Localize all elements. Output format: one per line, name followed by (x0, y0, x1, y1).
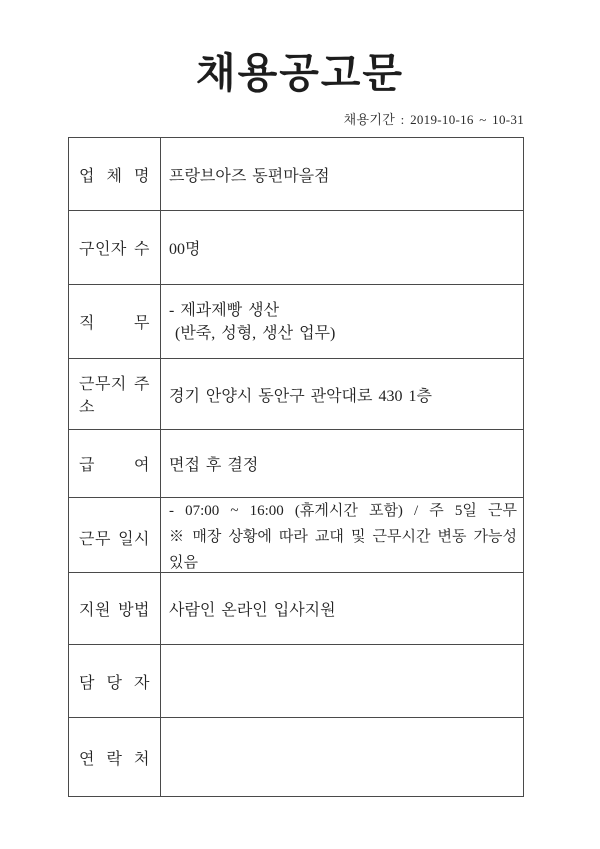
table-row-company-name (69, 138, 523, 211)
row-label: 구인자 수 (79, 241, 150, 258)
row-value-cell (161, 211, 523, 284)
row-label: 급 여 (79, 457, 150, 474)
table-row-contact-person (69, 645, 523, 718)
row-value: 00명 (169, 241, 201, 258)
row-value-line: ※ 매장 상황에 따라 교대 및 근무시간 변동 가능성 (169, 529, 517, 545)
row-value-cell (161, 285, 523, 358)
row-value-line: - 제과제빵 생산 (169, 301, 280, 319)
row-value-cell (161, 138, 523, 210)
row-value-cell (161, 498, 523, 576)
row-value-line: (반죽, 성형, 생산 업무) (169, 324, 336, 342)
table-row-work-hours (69, 498, 523, 573)
row-value-cell (161, 359, 523, 429)
row-value: 면접 후 결정 (169, 457, 259, 474)
table-row-job-duty (69, 285, 523, 359)
row-label: 근무 일시 (79, 530, 150, 548)
row-label: 연 락 처 (79, 750, 150, 768)
row-label: 근무지 주소 (79, 376, 150, 416)
table-row-contact-info (69, 718, 523, 796)
row-label: 직 무 (79, 315, 150, 332)
row-value (169, 299, 517, 345)
row-label: 지원 방법 (79, 602, 150, 619)
row-label-cell (69, 498, 161, 576)
row-value-cell (161, 430, 523, 497)
table-row-salary (69, 430, 523, 498)
row-value: 프랑브아즈 동편마을점 (169, 167, 330, 185)
row-label-cell (69, 211, 161, 284)
row-value: 경기 안양시 동안구 관악대로 430 1층 (169, 387, 432, 405)
row-label-cell (69, 359, 161, 429)
row-value-line: - 07:00 ~ 16:00 (휴게시간 포함) / 주 5일 근무 (169, 503, 517, 519)
row-value-cell (161, 645, 523, 717)
row-label-cell (69, 285, 161, 358)
row-label-cell (69, 645, 161, 717)
recruitment-period: 채용기간 : 2019-10-16 ~ 10-31 (343, 112, 524, 127)
row-value-line: 있음 (169, 555, 198, 571)
table-row-recruit-count (69, 211, 523, 285)
row-label-cell (69, 718, 161, 796)
row-label: 업 체 명 (79, 167, 150, 185)
row-value: 사람인 온라인 입사지원 (169, 602, 336, 619)
row-label-cell (69, 573, 161, 644)
job-posting-table (68, 137, 524, 797)
row-label-cell (69, 430, 161, 497)
table-row-apply-method (69, 573, 523, 645)
document-title: 채용공고문 (195, 50, 405, 96)
row-label: 담 당 자 (79, 674, 150, 692)
row-value-cell (161, 718, 523, 796)
row-value-cell (161, 573, 523, 644)
table-row-workplace-address (69, 359, 523, 430)
row-value (169, 498, 517, 576)
row-label-cell (69, 138, 161, 210)
